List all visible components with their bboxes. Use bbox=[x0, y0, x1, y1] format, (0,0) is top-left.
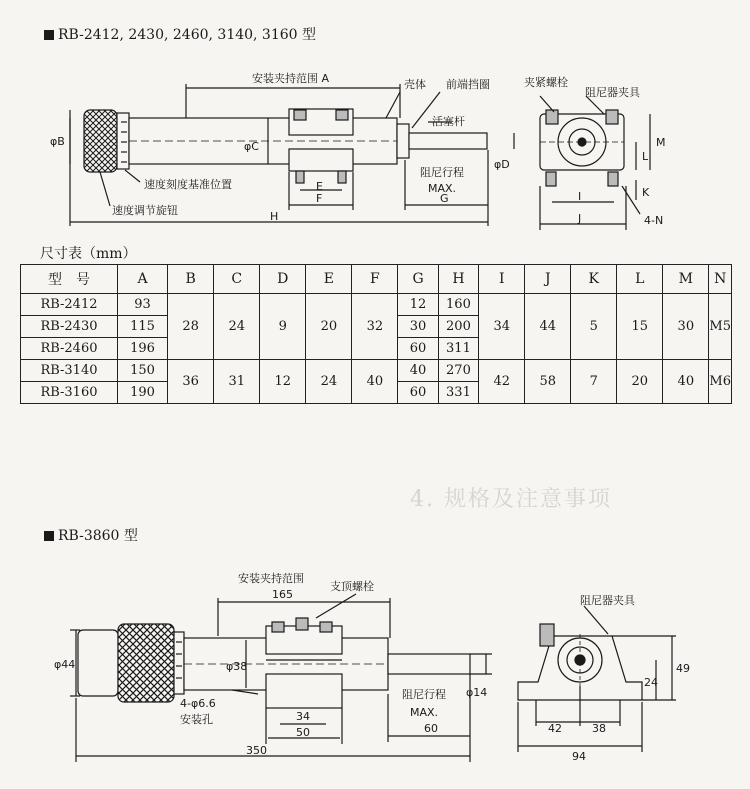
cell-C: 24 bbox=[214, 294, 260, 360]
cell-I: 34 bbox=[479, 294, 525, 360]
section2-title-wrap bbox=[44, 525, 138, 545]
rb3860-label-phi14: φ14 bbox=[466, 686, 488, 699]
rb3860-label-max: MAX. bbox=[410, 706, 439, 719]
cell-E: 24 bbox=[306, 360, 352, 404]
table-header-cell: J bbox=[525, 265, 571, 294]
rb3860-label-49: 49 bbox=[676, 662, 690, 675]
cell-J: 44 bbox=[525, 294, 571, 360]
cell-J: 58 bbox=[525, 360, 571, 404]
rb3860-label-holes: 4-φ6.6 bbox=[180, 697, 216, 710]
table-header-cell: F bbox=[352, 265, 398, 294]
table-header-cell: K bbox=[571, 265, 617, 294]
rb3860-label-top-bolt: 支顶螺栓 bbox=[330, 580, 374, 593]
rb3860-knob-shape bbox=[118, 624, 174, 702]
label-H: H bbox=[270, 210, 279, 223]
cell-A: 93 bbox=[117, 294, 167, 316]
rb3860-label-34: 34 bbox=[296, 710, 310, 723]
label-phiC: φC bbox=[244, 140, 259, 153]
cell-model: RB-3140 bbox=[21, 360, 118, 382]
table-header-cell: D bbox=[260, 265, 306, 294]
bleed-through-heading: 4. 规格及注意事项 bbox=[410, 487, 612, 512]
table-header-cell: A bbox=[117, 265, 167, 294]
cell-D: 12 bbox=[260, 360, 306, 404]
cell-A: 190 bbox=[117, 382, 167, 404]
cell-D: 9 bbox=[260, 294, 306, 360]
cell-model: RB-3160 bbox=[21, 382, 118, 404]
speed-knob-shape bbox=[84, 110, 117, 172]
table-header-cell: M bbox=[663, 265, 709, 294]
rb3860-label-damper-clamp: 阻尼器夹具 bbox=[580, 594, 635, 607]
cell-N: M5 bbox=[709, 294, 732, 360]
table-title: 尺寸表（mm） bbox=[40, 246, 137, 262]
rb3860-label-94: 94 bbox=[572, 750, 586, 763]
rb3860-label-phi38: φ38 bbox=[226, 660, 248, 673]
label-F: F bbox=[316, 192, 323, 205]
cell-model: RB-2412 bbox=[21, 294, 118, 316]
label-shell: 壳体 bbox=[404, 78, 426, 91]
cell-N: M6 bbox=[709, 360, 732, 404]
cell-M: 30 bbox=[663, 294, 709, 360]
cell-H: 200 bbox=[438, 316, 479, 338]
dimension-table bbox=[20, 264, 732, 404]
section1-drawing bbox=[0, 0, 750, 245]
square-bullet-icon bbox=[44, 531, 54, 541]
table-row bbox=[21, 294, 732, 316]
cell-C: 31 bbox=[214, 360, 260, 404]
rb3860-label-24: 24 bbox=[644, 676, 658, 689]
label-stroke: 阻尼行程 bbox=[420, 166, 464, 179]
table-header-cell: B bbox=[168, 265, 214, 294]
section2-drawing bbox=[0, 560, 750, 789]
table-header-cell: G bbox=[398, 265, 438, 294]
label-G: G bbox=[440, 192, 449, 205]
label-I: I bbox=[578, 190, 582, 203]
label-piston-rod: 活塞杆 bbox=[432, 115, 465, 128]
cell-F: 32 bbox=[352, 294, 398, 360]
rb3860-label-mount-range: 安装夹持范围 bbox=[238, 572, 304, 585]
label-speed-scale: 速度刻度基准位置 bbox=[144, 178, 232, 191]
cell-A: 196 bbox=[117, 338, 167, 360]
rb3860-label-350: 350 bbox=[246, 744, 267, 757]
label-N: 4-N bbox=[644, 214, 664, 227]
label-phiB: φB bbox=[50, 135, 65, 148]
cell-E: 20 bbox=[306, 294, 352, 360]
label-damper-clamp: 阻尼器夹具 bbox=[585, 86, 640, 99]
rb3860-rod-shape bbox=[388, 654, 470, 674]
cell-L: 20 bbox=[617, 360, 663, 404]
section1-title: RB-2412, 2430, 2460, 3140, 3160 型 bbox=[58, 27, 317, 43]
cell-M: 40 bbox=[663, 360, 709, 404]
label-front-stop: 前端挡圈 bbox=[446, 78, 490, 91]
label-M: M bbox=[656, 136, 666, 149]
label-speed-knob: 速度调节旋钮 bbox=[112, 204, 178, 217]
cell-model: RB-2460 bbox=[21, 338, 118, 360]
rb3860-label-165: 165 bbox=[272, 588, 293, 601]
label-K: K bbox=[642, 186, 650, 199]
label-max: MAX. bbox=[428, 182, 457, 195]
cell-K: 7 bbox=[571, 360, 617, 404]
table-header-cell: N bbox=[709, 265, 732, 294]
cell-B: 36 bbox=[168, 360, 214, 404]
clamp-bottom-shape bbox=[289, 149, 353, 171]
rb3860-label-stroke: 阻尼行程 bbox=[402, 688, 446, 701]
rb3860-end-cap-shape bbox=[78, 630, 118, 696]
cell-G: 60 bbox=[398, 382, 438, 404]
cell-A: 150 bbox=[117, 360, 167, 382]
cell-G: 12 bbox=[398, 294, 438, 316]
label-clamp-bolt: 夹紧螺栓 bbox=[524, 76, 568, 89]
cell-G: 40 bbox=[398, 360, 438, 382]
cell-L: 15 bbox=[617, 294, 663, 360]
table-header-cell: 型 号 bbox=[21, 265, 118, 294]
label-E: E bbox=[316, 180, 323, 193]
rb3860-label-42: 42 bbox=[548, 722, 562, 735]
cell-K: 5 bbox=[571, 294, 617, 360]
section2-title: RB-3860 型 bbox=[58, 528, 138, 544]
rb3860-label-50: 50 bbox=[296, 726, 310, 739]
cell-H: 311 bbox=[438, 338, 479, 360]
cell-G: 30 bbox=[398, 316, 438, 338]
cell-I: 42 bbox=[479, 360, 525, 404]
label-mount-range: 安装夹持范围 A bbox=[252, 72, 330, 85]
rb3860-label-mount-hole: 安装孔 bbox=[180, 713, 213, 726]
label-J: J bbox=[578, 212, 582, 225]
table-header-row bbox=[21, 265, 732, 294]
rb3860-label-phi44: φ44 bbox=[54, 658, 76, 671]
cell-H: 331 bbox=[438, 382, 479, 404]
table-header-cell: L bbox=[617, 265, 663, 294]
table-header-cell: E bbox=[306, 265, 352, 294]
table-row bbox=[21, 360, 732, 382]
cell-F: 40 bbox=[352, 360, 398, 404]
table-header-cell: H bbox=[438, 265, 479, 294]
piston-rod-shape bbox=[409, 133, 487, 149]
table-header-cell: C bbox=[214, 265, 260, 294]
cell-H: 160 bbox=[438, 294, 479, 316]
label-phiD: φD bbox=[494, 158, 510, 171]
cell-H: 270 bbox=[438, 360, 479, 382]
cell-B: 28 bbox=[168, 294, 214, 360]
rb3860-clamp-base-shape bbox=[266, 674, 342, 708]
rb3860-label-38: 38 bbox=[592, 722, 606, 735]
cell-model: RB-2430 bbox=[21, 316, 118, 338]
cell-G: 60 bbox=[398, 338, 438, 360]
table-header-cell: I bbox=[479, 265, 525, 294]
rb3860-label-60: 60 bbox=[424, 722, 438, 735]
front-stop-shape bbox=[397, 124, 409, 158]
label-L: L bbox=[642, 150, 649, 163]
cell-A: 115 bbox=[117, 316, 167, 338]
